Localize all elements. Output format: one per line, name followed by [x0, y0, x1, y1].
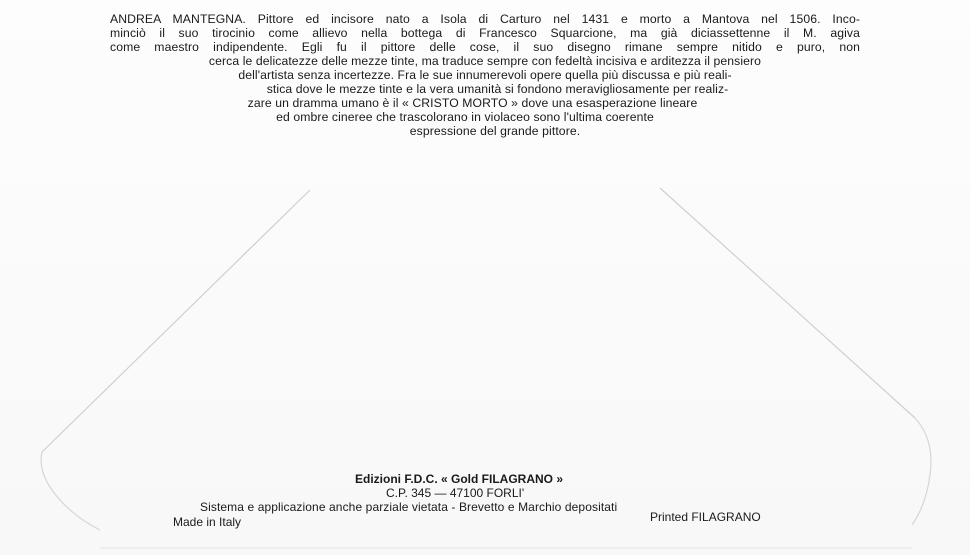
publisher-name: Edizioni F.D.C. « Gold FILAGRANO » [355, 472, 564, 486]
biography-line-7: zare un dramma umano è il « CRISTO MORTO » dove una esasperazione lineare [247, 96, 698, 110]
left-flap-curve [41, 452, 100, 530]
biography-line-9: espressione del grande pittore. [409, 124, 581, 138]
patent-notice: Sistema e applicazione anche parziale vietata - Brevetto e Marchio depositati [200, 500, 618, 514]
biography-line-2: minciò il suo tirocinio come allievo nella bottega di Francesco Squarcione, ma già diciassettenne il M. agiva [110, 26, 860, 40]
right-flap-curve [912, 418, 931, 525]
made-in-italy: Made in Italy [173, 515, 242, 529]
printed-by: Printed FILAGRANO [650, 510, 761, 524]
publisher-address: C.P. 345 — 47100 FORLI' [386, 486, 525, 500]
biography-text [110, 12, 860, 138]
biography-line-6: stica dove le mezze tinte e la vera umanità si fondono meravigliosamente per realiz- [266, 82, 729, 96]
biography-line-5: dell'artista senza incertezze. Fra le sue innumerevoli opere quella più discussa e più reali- [238, 68, 732, 82]
biography-line-3: come maestro indipendente. Egli fu il pittore delle cose, il suo disegno rimane sempre nitido e puro, non [110, 40, 860, 54]
biography-line-4: cerca le delicatezze delle mezze tinte, ma traduce sempre con fedeltà incisiva e arditezza il pensiero [208, 54, 762, 68]
left-flap-edge [42, 190, 310, 452]
biography-line-1: ANDREA MANTEGNA. Pittore ed incisore nato a Isola di Carturo nel 1431 e morto a Mantova nel 1506. Inco- [110, 12, 860, 26]
right-flap-edge [660, 188, 915, 418]
biography-line-8: ed ombre cineree che trascolorano in violaceo sono l'ultima coerente [276, 110, 654, 124]
